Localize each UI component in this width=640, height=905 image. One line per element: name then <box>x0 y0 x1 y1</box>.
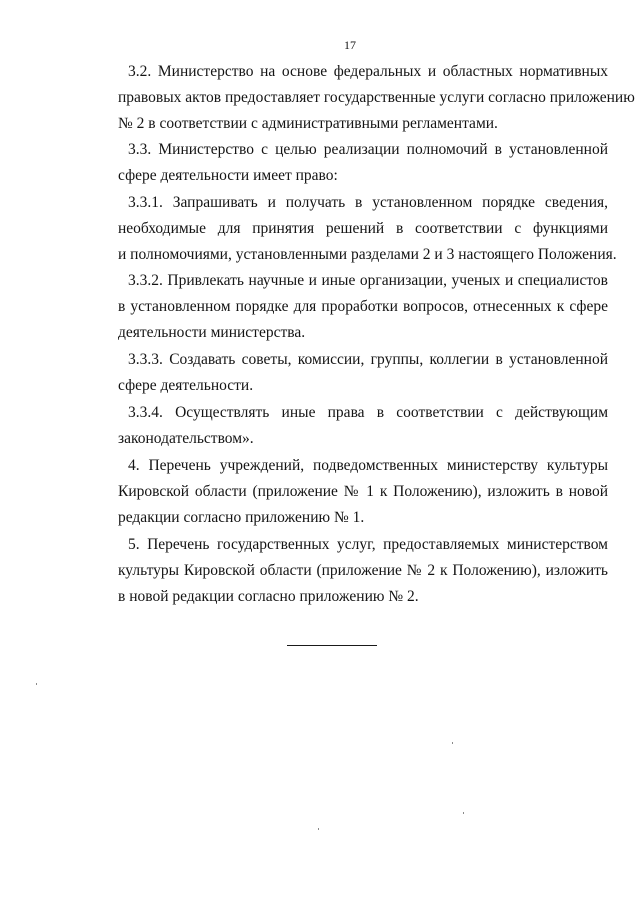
paragraph-line: правовых актов предоставляет государственные услуги согласно приложению <box>118 89 635 106</box>
paragraph-line: 3.3.1. Запрашивать и получать в установленном порядке сведения, <box>128 194 608 211</box>
paragraph-line: 3.3.4. Осуществлять иные права в соответствии с действующим <box>128 404 608 421</box>
paragraph-line: 3.3.3. Создавать советы, комиссии, группы, коллегии в установленной <box>128 351 608 368</box>
page-number: 17 <box>344 38 356 52</box>
paragraph-line: деятельности министерства. <box>118 324 306 341</box>
paragraph-line: 3.2. Министерство на основе федеральных и областных нормативных <box>128 63 608 80</box>
end-of-document-rule <box>287 645 377 646</box>
scan-speck <box>452 742 453 744</box>
paragraph-line: 3.3. Министерство с целью реализации полномочий в установленной <box>128 141 608 158</box>
paragraph-line: в установленном порядке для проработки вопросов, отнесенных к сфере <box>118 298 608 315</box>
paragraph-line: культуры Кировской области (приложение № 2 к Положению), изложить <box>118 562 608 579</box>
paragraph-line: Кировской области (приложение № 1 к Положению), изложить в новой <box>118 483 608 500</box>
paragraph-line: редакции согласно приложению № 1. <box>118 509 365 526</box>
scan-speck <box>36 683 37 685</box>
paragraph-line: № 2 в соответствии с административными регламентами. <box>118 115 498 132</box>
paragraph-line: 3.3.2. Привлекать научные и иные организации, ученых и специалистов <box>128 272 608 289</box>
paragraph-line: и полномочиями, установленными разделами 2 и 3 настоящего Положения. <box>118 246 617 263</box>
paragraph-line: 5. Перечень государственных услуг, предоставляемых министерством <box>128 536 608 553</box>
scan-speck <box>463 812 464 814</box>
paragraph-line: сфере деятельности имеет право: <box>118 167 338 184</box>
paragraph-line: законодательством». <box>118 430 254 447</box>
paragraph-line: сфере деятельности. <box>118 377 254 394</box>
scan-speck <box>318 828 319 830</box>
paragraph-line: необходимые для принятия решений в соответствии с функциями <box>118 220 608 237</box>
paragraph-line: в новой редакции согласно приложению № 2. <box>118 588 419 605</box>
paragraph-line: 4. Перечень учреждений, подведомственных министерству культуры <box>128 457 608 474</box>
